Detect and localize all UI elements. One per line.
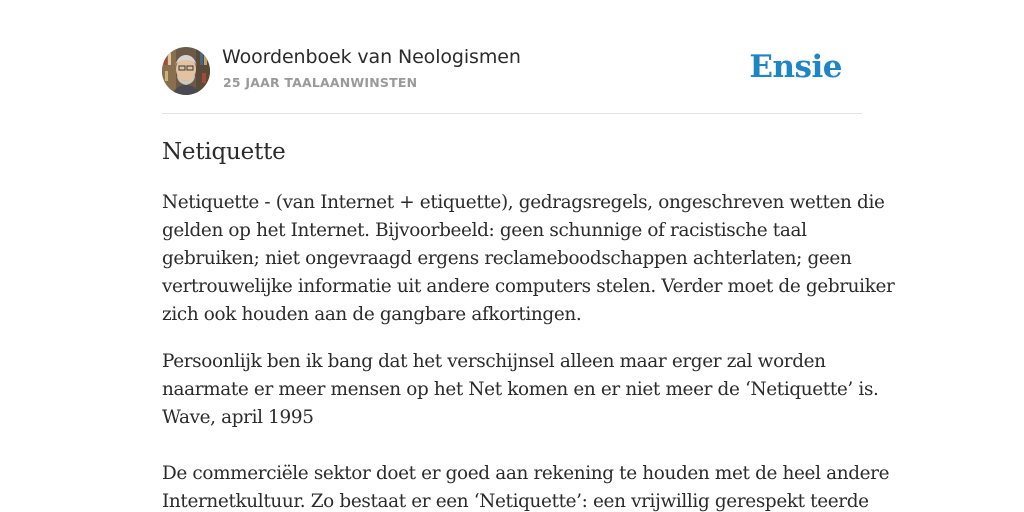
article-title: Netiquette bbox=[162, 139, 286, 165]
line-break bbox=[162, 432, 862, 460]
ensie-logo[interactable]: Ensie bbox=[749, 49, 842, 85]
site-header bbox=[162, 46, 862, 96]
article-paragraph bbox=[162, 189, 895, 329]
paragraph-line: gebruiken; niet ongevraagd ergens reclameboodschappen achterlaten; geen bbox=[162, 248, 852, 269]
paragraph-line: De commerciële sektor doet er goed aan rekening te houden met de heel andere bbox=[162, 463, 890, 484]
paragraph-line: zich ook houden aan de gangbare afkortingen. bbox=[162, 304, 582, 325]
paragraph-line: vertrouwelijke informatie uit andere computers stelen. Verder moet de gebruiker bbox=[162, 276, 895, 297]
site-subtitle: 25 JAAR TAALAANWINSTEN bbox=[223, 75, 418, 90]
paragraph-line: gelden op het Internet. Bijvoorbeeld: geen schunnige of racistische taal bbox=[162, 220, 807, 241]
header-divider bbox=[162, 113, 862, 114]
article bbox=[162, 137, 895, 512]
paragraph-line: Persoonlijk ben ik bang dat het verschijnsel alleen maar erger zal worden bbox=[162, 351, 826, 372]
site-title[interactable]: Woordenboek van Neologismen bbox=[222, 46, 521, 68]
paragraph-line: Netiquette - (van Internet + etiquette), gedragsregels, ongeschreven wetten die bbox=[162, 192, 885, 213]
paragraph-line: naarmate er meer mensen op het Net komen en er niet meer de ‘Netiquette’ is. bbox=[162, 379, 879, 400]
paragraph-line: Internetkultuur. Zo bestaat er een ‘Netiquette’: een vrijwillig gerespekt teerde bbox=[162, 491, 869, 512]
author-portrait-icon bbox=[162, 47, 210, 95]
author-avatar[interactable] bbox=[162, 47, 210, 95]
article-paragraph bbox=[162, 348, 890, 512]
paragraph-line: Wave, april 1995 bbox=[162, 407, 314, 428]
